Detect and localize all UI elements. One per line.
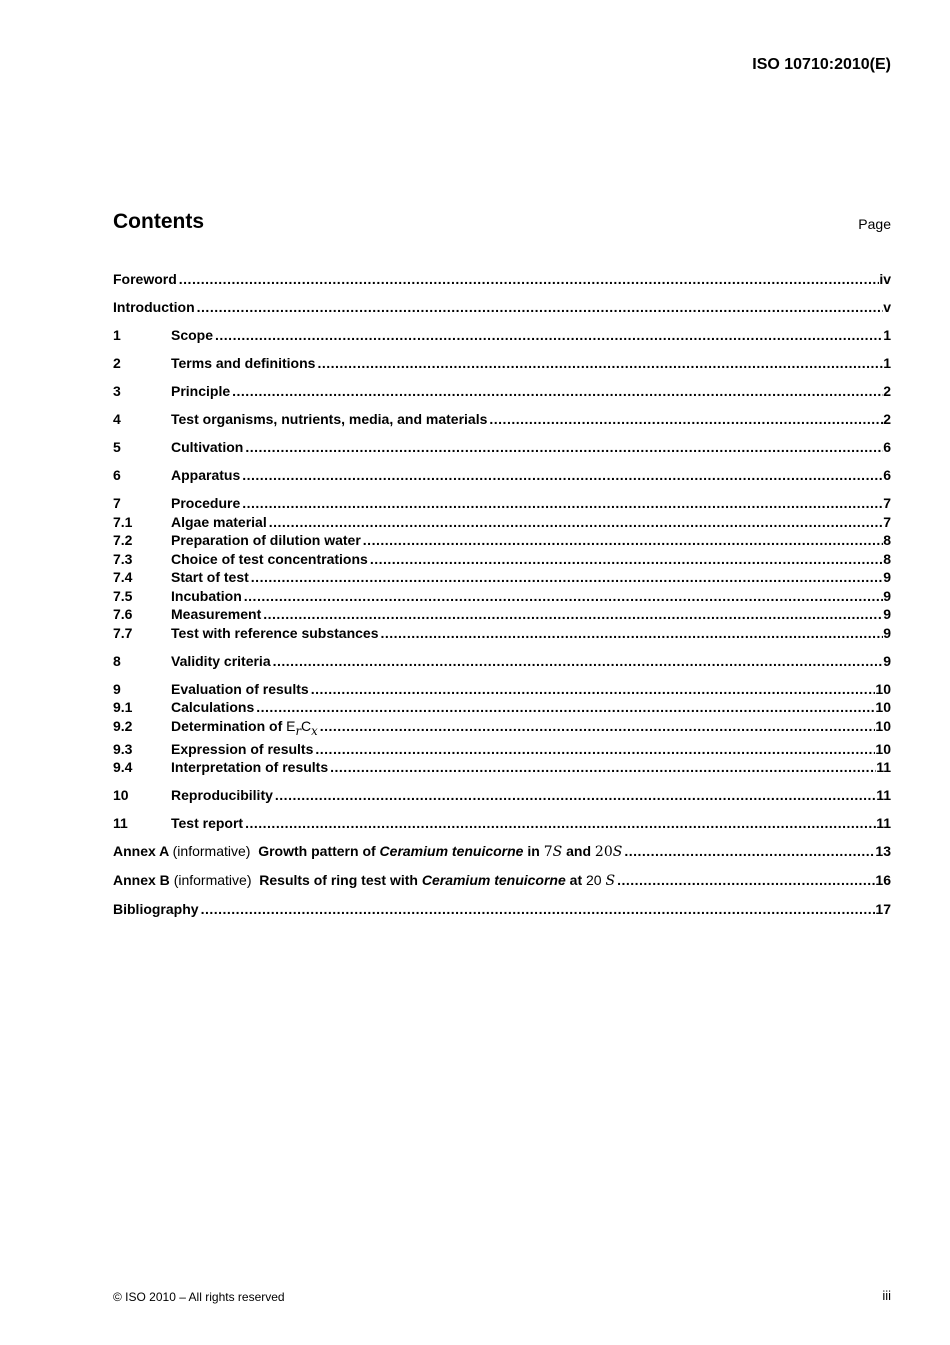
- toc-title: Start of test: [171, 569, 249, 585]
- toc-number: 8: [113, 652, 121, 669]
- annex-title-text: Growth pattern of: [258, 843, 376, 860]
- formula-e: E: [286, 717, 296, 734]
- toc-entry-annex-b[interactable]: [113, 871, 891, 891]
- annex-word-and: and: [566, 843, 592, 860]
- leader-dots: [317, 354, 883, 373]
- toc-title: Choice of test concentrations: [171, 550, 368, 567]
- leader-dots: [256, 698, 875, 717]
- toc-page: 11: [876, 815, 891, 832]
- toc-page: 1: [883, 327, 891, 343]
- toc-title: Foreword: [113, 271, 177, 287]
- toc-entry-2[interactable]: [113, 354, 891, 373]
- toc-title: Apparatus: [171, 467, 241, 483]
- toc-title: Algae material: [171, 513, 267, 530]
- leader-dots: [215, 326, 883, 345]
- toc-number: 2: [113, 355, 121, 371]
- toc-title: Cultivation: [171, 439, 244, 455]
- toc-page: 11: [876, 759, 891, 776]
- toc-title: Incubation: [171, 587, 242, 604]
- salinity-value-1: 7S: [543, 844, 563, 861]
- toc-title: Validity criteria: [171, 652, 271, 669]
- page-number: iii: [882, 1288, 891, 1303]
- toc-page: 8: [883, 550, 891, 567]
- leader-dots: [263, 605, 883, 624]
- toc-entry-7-7[interactable]: [113, 624, 891, 643]
- toc-entry-5[interactable]: [113, 438, 891, 457]
- formula-r: r: [295, 723, 302, 738]
- formula-x: x: [311, 723, 318, 738]
- toc-number: 7.4: [113, 569, 133, 585]
- toc-entry-7-6[interactable]: [113, 605, 891, 624]
- toc-entry-7-1[interactable]: [113, 513, 891, 532]
- toc-number: 7.5: [113, 587, 133, 604]
- leader-dots: [370, 550, 883, 569]
- toc-entry-8[interactable]: [113, 652, 891, 671]
- toc-page: 8: [883, 532, 891, 548]
- toc-title: [171, 717, 318, 740]
- toc-page: 13: [875, 843, 891, 860]
- toc-page: 6: [883, 467, 891, 483]
- toc-number: 5: [113, 439, 121, 455]
- toc-number: 9: [113, 680, 121, 697]
- toc-number: 9.1: [113, 699, 133, 715]
- toc-title: Preparation of dilution water: [171, 532, 361, 548]
- leader-dots: [617, 871, 875, 890]
- toc-title: Scope: [171, 327, 214, 343]
- page-title: Contents: [113, 210, 204, 233]
- page-column-label: Page: [858, 216, 891, 232]
- toc-entry-3[interactable]: [113, 382, 891, 401]
- toc-page: 10: [875, 699, 891, 715]
- salinity-value-2: 20S: [594, 844, 623, 861]
- leader-dots: [197, 298, 884, 317]
- annex-title-text: Results of ring test with: [259, 872, 418, 889]
- leader-dots: [489, 410, 883, 429]
- leader-dots: [179, 270, 880, 289]
- toc-page: 16: [875, 872, 891, 889]
- leader-dots: [315, 740, 875, 759]
- toc-title: Expression of results: [171, 740, 314, 757]
- toc-title: Calculations: [171, 699, 255, 715]
- toc-page: 7: [883, 513, 891, 530]
- toc-title: Introduction: [113, 299, 195, 315]
- table-of-contents: [113, 270, 891, 919]
- toc-page: v: [883, 299, 891, 315]
- toc-title: Evaluation of results: [171, 680, 309, 697]
- leader-dots: [273, 652, 884, 671]
- toc-number: 9.2: [113, 717, 133, 734]
- leader-dots: [269, 513, 883, 532]
- leader-dots: [311, 680, 876, 699]
- toc-title: Test report: [171, 815, 244, 832]
- toc-number: 7.7: [113, 624, 133, 641]
- leader-dots: [201, 900, 876, 919]
- species-name: Ceramium tenuicorne: [421, 872, 566, 889]
- species-name: Ceramium tenuicorne: [379, 843, 524, 860]
- leader-dots: [330, 758, 876, 777]
- toc-page: 6: [883, 439, 891, 455]
- toc-entry-7-3[interactable]: [113, 550, 891, 569]
- toc-page: 10: [875, 717, 891, 734]
- toc-title: Procedure: [171, 495, 241, 511]
- toc-number: 6: [113, 467, 121, 483]
- formula-c: C: [301, 717, 312, 734]
- annex-label: Annex A: [113, 843, 169, 860]
- toc-page: 10: [875, 680, 891, 697]
- annex-type: (informative): [172, 843, 251, 860]
- salinity-value: 20 S: [586, 872, 616, 890]
- toc-page: 9: [883, 624, 891, 641]
- toc-entry-9-2[interactable]: [113, 717, 891, 740]
- leader-dots: [320, 717, 876, 736]
- toc-title: [113, 842, 622, 862]
- annex-label: Annex B: [113, 872, 170, 889]
- toc-entry-7[interactable]: [113, 494, 891, 513]
- toc-title: Principle: [171, 383, 231, 399]
- toc-entry-introduction[interactable]: [113, 298, 891, 317]
- toc-number: 9.4: [113, 759, 133, 776]
- toc-title: Measurement: [171, 606, 262, 622]
- toc-page: 9: [883, 606, 891, 622]
- toc-page: 7: [883, 495, 891, 511]
- toc-entry-7-2[interactable]: [113, 531, 891, 550]
- toc-entry-9[interactable]: [113, 680, 891, 699]
- toc-number: 7.2: [113, 532, 133, 548]
- toc-number: 1: [113, 327, 121, 343]
- toc-entry-1[interactable]: [113, 326, 891, 345]
- leader-dots: [242, 466, 883, 485]
- toc-entry-9-4[interactable]: [113, 758, 891, 777]
- toc-number: 11: [113, 815, 128, 832]
- formula-erc: [286, 717, 318, 738]
- leader-dots: [232, 382, 883, 401]
- toc-title: Test with reference substances: [171, 624, 379, 641]
- leader-dots: [251, 568, 883, 587]
- leader-dots: [242, 494, 883, 513]
- toc-entry-9-3[interactable]: [113, 740, 891, 759]
- leader-dots: [380, 624, 883, 643]
- leader-dots: [245, 438, 883, 457]
- toc-title: Reproducibility: [171, 787, 273, 804]
- toc-entry-11[interactable]: [113, 814, 891, 833]
- toc-page: 17: [875, 901, 891, 918]
- leader-dots: [363, 531, 883, 550]
- toc-page: 1: [883, 355, 891, 371]
- toc-number: 7.1: [113, 513, 133, 530]
- toc-page: 2: [883, 411, 891, 427]
- copyright-notice: © ISO 2010 – All rights reserved: [113, 1290, 285, 1304]
- toc-entry-7-4[interactable]: [113, 568, 891, 587]
- toc-number: 9.3: [113, 740, 133, 757]
- toc-entry-10[interactable]: [113, 786, 891, 805]
- toc-number: 10: [113, 787, 129, 804]
- toc-entry-foreword[interactable]: [113, 270, 891, 289]
- toc-number: 7: [113, 495, 121, 511]
- toc-title: Interpretation of results: [171, 759, 329, 776]
- toc-entry-bibliography[interactable]: [113, 900, 891, 919]
- leader-dots: [624, 842, 875, 861]
- toc-number: 3: [113, 383, 121, 399]
- toc-page: iv: [879, 271, 891, 287]
- toc-entry-4[interactable]: [113, 410, 891, 429]
- toc-page: 9: [883, 652, 891, 669]
- document-id: ISO 10710:2010(E): [752, 56, 891, 73]
- toc-page: 2: [883, 383, 891, 399]
- annex-word-in: in: [527, 843, 540, 860]
- toc-title-text: Determination of: [171, 717, 283, 734]
- toc-title: Bibliography: [113, 901, 199, 918]
- toc-title: Terms and definitions: [171, 355, 316, 371]
- toc-entry-annex-a[interactable]: [113, 842, 891, 862]
- toc-entry-9-1[interactable]: [113, 698, 891, 717]
- toc-number: 7.3: [113, 550, 133, 567]
- leader-dots: [244, 587, 883, 606]
- toc-number: 7.6: [113, 606, 133, 622]
- toc-page: 11: [876, 787, 891, 804]
- toc-page: 9: [883, 587, 891, 604]
- annex-word-at: at: [569, 872, 583, 889]
- toc-title: [113, 871, 615, 891]
- annex-type: (informative): [173, 872, 252, 889]
- toc-number: 4: [113, 411, 121, 427]
- leader-dots: [245, 814, 876, 833]
- toc-page: 10: [875, 740, 891, 757]
- toc-page: 9: [883, 569, 891, 585]
- leader-dots: [275, 786, 876, 805]
- toc-title: Test organisms, nutrients, media, and materials: [171, 411, 488, 427]
- toc-entry-7-5[interactable]: [113, 587, 891, 606]
- toc-entry-6[interactable]: [113, 466, 891, 485]
